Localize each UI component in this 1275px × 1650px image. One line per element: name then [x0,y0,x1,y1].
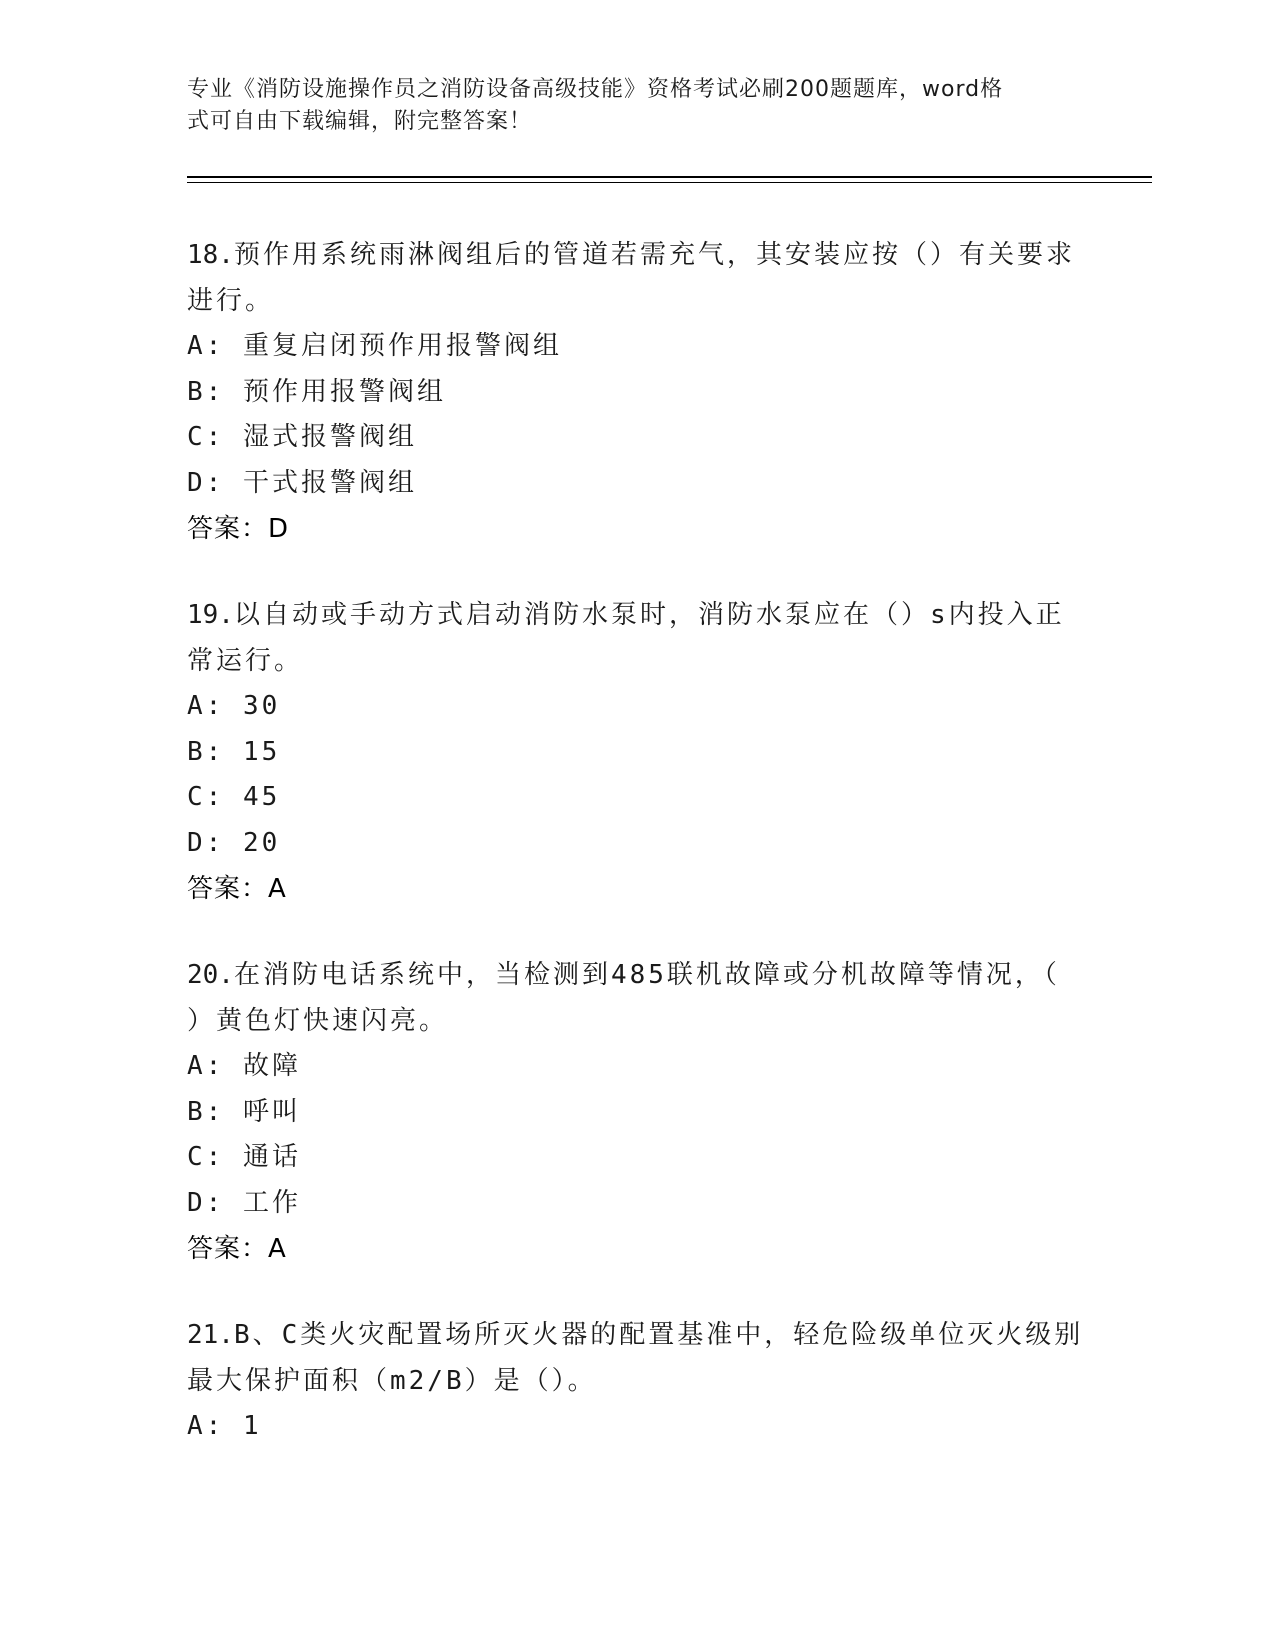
answer-label: 答案：A [187,1234,287,1264]
question-text-line-2: ）黄色灯快速闪亮。 [187,1006,449,1036]
option-b: B: 15 [187,736,281,767]
question-20 [187,952,1087,1272]
question-text-line-1: 20.在消防电话系统中，当检测到485联机故障或分机故障等情况，（ [187,960,1060,990]
option-d: D: 20 [187,827,281,858]
option-a: A: 故障 [187,1051,301,1081]
question-18 [187,232,1087,552]
question-number: 19. [187,600,234,630]
question-text-line-2: 常运行。 [187,646,304,676]
question-text-line-2: 最大保护面积（m2/B）是（）。 [187,1366,597,1396]
answer-label: 答案：D [187,514,290,544]
document-header [187,74,1067,138]
question-19 [187,592,1087,912]
question-list [187,232,1087,1490]
option-c: C: 湿式报警阀组 [187,422,417,452]
header-line-2: 式可自由下载编辑，附完整答案！ [187,109,533,134]
option-a: A: 1 [187,1411,262,1441]
header-divider-thick [187,176,1152,178]
question-number: 21. [187,1320,234,1350]
option-d: D: 工作 [187,1187,301,1218]
option-b: B: 预作用报警阀组 [187,376,446,407]
option-c: C: 45 [187,782,281,812]
question-number: 18. [187,240,234,270]
question-text-line-1: 19.以自动或手动方式启动消防水泵时，消防水泵应在（）s内投入正 [187,600,1065,630]
option-d: D: 干式报警阀组 [187,467,417,498]
question-text-line-1: 21.B、C类火灾配置场所灭火器的配置基准中，轻危险级单位灭火级别 [187,1320,1084,1350]
option-a: A: 重复启闭预作用报警阀组 [187,331,562,361]
header-line-1: 专业《消防设施操作员之消防设备高级技能》资格考试必刷200题题库，word格 [187,77,1004,102]
answer-label: 答案：A [187,874,287,904]
question-number: 20. [187,960,234,990]
header-divider-thin [187,182,1152,183]
question-text-line-1: 18.预作用系统雨淋阀组后的管道若需充气，其安装应按（）有关要求 [187,240,1075,270]
option-a: A: 30 [187,691,281,721]
question-text-line-2: 进行。 [187,286,275,316]
option-c: C: 通话 [187,1142,301,1172]
question-21 [187,1312,1087,1450]
option-b: B: 呼叫 [187,1096,301,1127]
